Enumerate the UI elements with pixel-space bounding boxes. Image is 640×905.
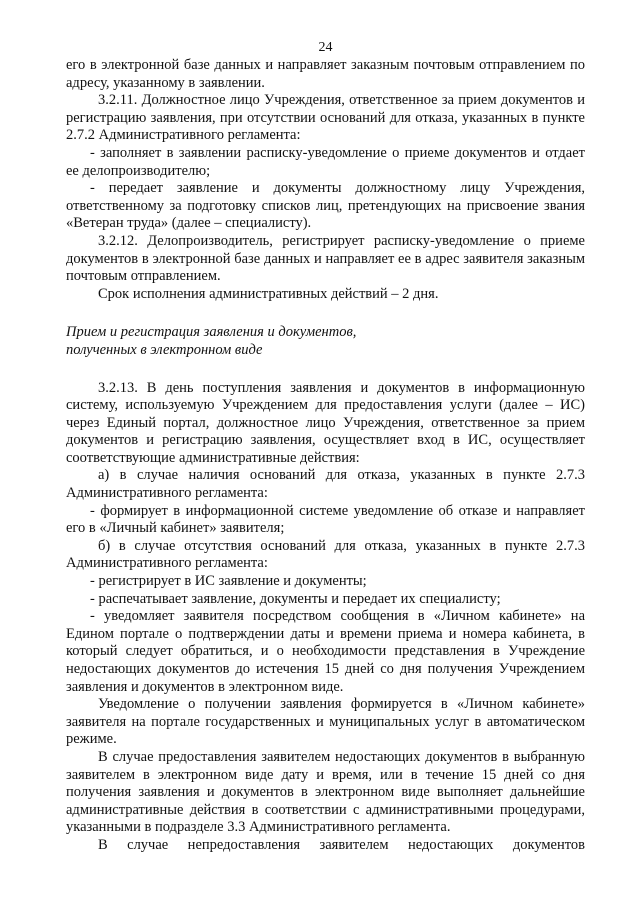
paragraph: В случае непредоставления заявителем недостающих документов [98,836,585,853]
paragraph: - регистрирует в ИС заявление и документы; [90,573,367,590]
paragraph: В случае предоставления заявителем недостающих документов в выбранную заявителем в электронном виде дату и время, или в течение 15 дней со дня получения заявления и документов в электронном виде выполняет дальнейшие административные действия в соответствии с административными процедурами, указанными в подразделе 3.3 Административного регламента. [66,748,585,836]
paragraph: - формирует в информационной системе уведомление об отказе и направляет его в «Личный кабинет» заявителя; [66,502,585,537]
paragraph: Срок исполнения административных действий – 2 дня. [98,285,439,302]
paragraph: 3.2.12. Делопроизводитель, регистрирует расписку-уведомление о приеме документов в электронной базе данных и направляет ее в адрес заявителя заказным почтовым отправлением. [66,232,585,285]
paragraph: б) в случае отсутствия оснований для отказа, указанных в пункте 2.7.3 Административного регламента: [66,537,585,572]
page-number: 24 [318,40,333,55]
section-heading-line-2: полученных в электронном виде [66,341,263,358]
spacer [66,360,585,380]
paragraph: - уведомляет заявителя посредством сообщения в «Личном кабинете» на Едином портале о подтверждении даты и времени приема и номера кабинета, в который следует обратиться, и о необходимости представления в Учреждение недостающих документов до истечения 15 дней со дня получения Учреждением заявления и документов в электронном виде. [66,608,585,695]
paragraph: Уведомление о получении заявления формируется в «Личном кабинете» заявителя на портале государственных и муниципальных услуг в автоматическом режиме. [66,696,585,748]
paragraphs-before-heading [66,57,585,303]
paragraph: - распечатывает заявление, документы и передает их специалисту; [90,590,501,607]
paragraph: 3.2.11. Должностное лицо Учреждения, ответственное за прием документов и регистрацию заявления, при отсутствии оснований для отказа, указанных в пункте 2.7.2 Административного регламента: [66,92,585,144]
spacer [66,303,585,324]
paragraph: 3.2.13. В день поступления заявления и документов в информационную систему, используемую Учреждением для предоставления услуги (далее – ИС) через Единый портал, должностное лицо Учреждения, ответственное за прием документов и регистрацию заявления, осуществляет вход в ИС, осуществляет соответствующие административные действия: [66,379,585,466]
section-heading-line-1: Прием и регистрация заявления и документов, [66,324,357,341]
paragraph: его в электронной базе данных и направляет заказным почтовым отправлением по адресу, указанному в заявлении. [66,57,585,91]
document-body [66,57,585,855]
paragraph: - передает заявление и документы должностному лицу Учреждения, ответственному за подготовку списков лиц, претендующих на присвоение звания «Ветеран труда» (далее – специалисту). [66,180,585,232]
paragraphs-after-heading [66,380,585,855]
paragraph: а) в случае наличия оснований для отказа, указанных в пункте 2.7.3 Административного регламента: [66,467,585,502]
paragraph: - заполняет в заявлении расписку-уведомление о приеме документов и отдает ее делопроизводителю; [66,144,585,179]
